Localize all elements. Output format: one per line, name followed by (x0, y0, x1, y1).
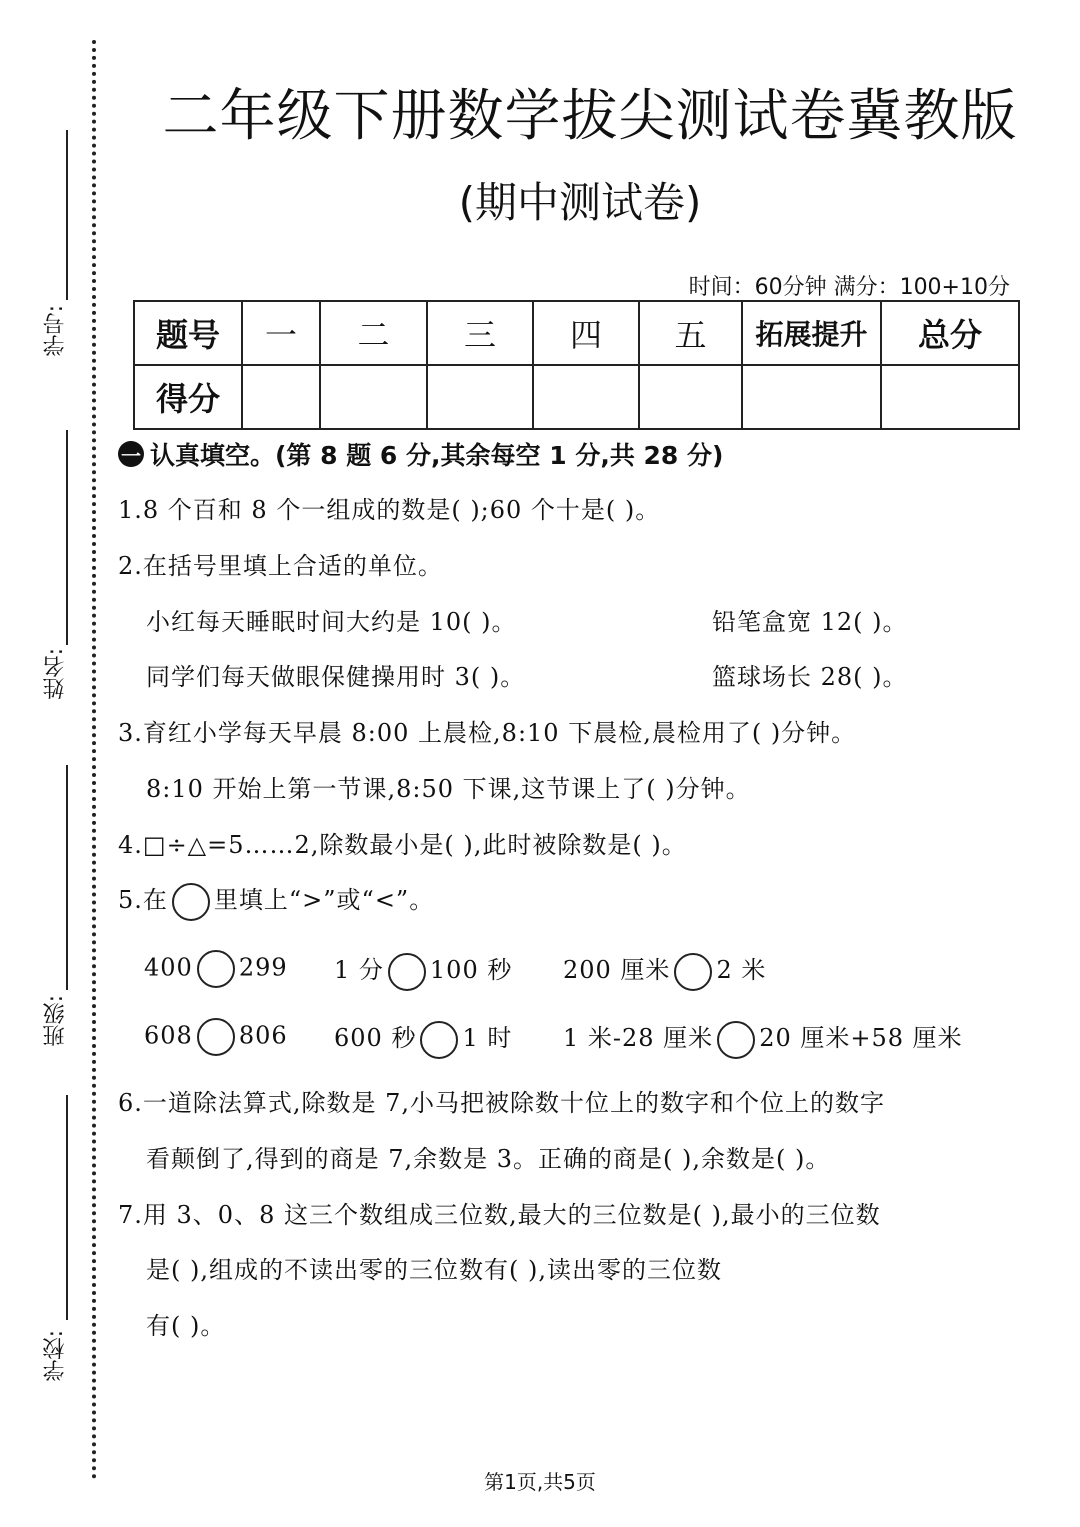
score-table-cell: 四 (533, 301, 639, 365)
score-table-score-row (134, 365, 1019, 429)
question-3a: 3.育红小学每天早晨 8:00 上晨检,8:10 下晨检,晨检用了( )分钟。 (118, 719, 857, 747)
score-table-cell: 二 (320, 301, 427, 365)
question-2b: 铅笔盒宽 12( )。 (712, 608, 908, 636)
question-5 (118, 880, 434, 921)
question-2: 2.在括号里填上合适的单位。 (118, 552, 443, 580)
score-table-cell: 三 (427, 301, 533, 365)
score-input-cell[interactable] (242, 365, 320, 429)
compare-left: 1 分 (334, 956, 384, 984)
student-id-label: 学号: (43, 305, 68, 357)
compare-left: 200 厘米 (563, 956, 671, 984)
exam-meta: 时间：60分钟 满分：100+10分 (688, 275, 1010, 300)
compare-item (144, 1018, 288, 1056)
question-6b: 看颠倒了,得到的商是 7,余数是 3。正确的商是( ),余数是( )。 (146, 1145, 831, 1173)
compare-item (334, 1018, 512, 1059)
compare-left: 600 秒 (334, 1024, 417, 1052)
section-number-badge: 一 (118, 441, 144, 467)
compare-item (563, 1018, 963, 1059)
compare-right: 20 厘米+58 厘米 (759, 1024, 963, 1052)
question-1: 1.8 个百和 8 个一组成的数是( );60 个十是( )。 (118, 496, 661, 524)
compare-answer-circle[interactable] (388, 953, 426, 991)
class-underline (66, 765, 68, 990)
school-underline (66, 1095, 68, 1320)
compare-right: 299 (238, 953, 288, 982)
compare-right: 100 秒 (429, 956, 513, 984)
question-2a: 小红每天睡眠时间大约是 10( )。 (146, 608, 517, 636)
page-subtitle: (期中测试卷) (458, 178, 702, 227)
compare-circle-icon (172, 883, 210, 921)
compare-item (144, 950, 288, 988)
compare-answer-circle[interactable] (420, 1021, 458, 1059)
compare-answer-circle[interactable] (717, 1021, 755, 1059)
compare-item (334, 950, 512, 991)
compare-left: 1 米-28 厘米 (563, 1024, 714, 1052)
score-input-cell[interactable] (427, 365, 533, 429)
question-7c: 有( )。 (146, 1312, 226, 1340)
score-table-cell: 总分 (881, 301, 1019, 365)
question-5-suffix: 里填上“>”或“<”。 (213, 886, 435, 914)
binding-dashed-line (92, 40, 96, 1480)
question-7a: 7.用 3、0、8 这三个数组成三位数,最大的三位数是( ),最小的三位数 (118, 1201, 881, 1229)
compare-right: 2 米 (716, 956, 767, 984)
student-id-underline (66, 130, 68, 300)
question-2d: 篮球场长 28( )。 (712, 663, 908, 691)
page-title: 二年级下册数学拔尖测试卷冀教版 (162, 84, 1018, 149)
score-row-label: 得分 (134, 365, 242, 429)
section-title: 认真填空。(第 8 题 6 分,其余每空 1 分,共 28 分) (150, 441, 724, 470)
page-footer: 第1页,共5页 (484, 1470, 596, 1494)
section-heading (118, 436, 723, 472)
class-label: 班级: (43, 995, 68, 1047)
compare-right: 1 时 (462, 1024, 513, 1052)
compare-answer-circle[interactable] (197, 1018, 235, 1056)
compare-left: 608 (144, 1021, 193, 1050)
score-table-cell: 五 (639, 301, 742, 365)
score-table (133, 300, 1020, 430)
score-input-cell[interactable] (881, 365, 1019, 429)
question-5-prefix: 5.在 (118, 886, 168, 914)
score-input-cell[interactable] (742, 365, 881, 429)
compare-answer-circle[interactable] (197, 950, 235, 988)
name-label: 姓名: (43, 648, 68, 700)
compare-answer-circle[interactable] (674, 953, 712, 991)
name-underline (66, 430, 68, 645)
question-7b: 是( ),组成的不读出零的三位数有( ),读出零的三位数 (146, 1256, 722, 1284)
school-label: 学校: (43, 1330, 68, 1382)
score-table-cell: 拓展提升 (742, 301, 881, 365)
question-3b: 8:10 开始上第一节课,8:50 下课,这节课上了( )分钟。 (146, 775, 751, 803)
compare-right: 806 (238, 1021, 288, 1050)
score-input-cell[interactable] (533, 365, 639, 429)
score-table-cell: 一 (242, 301, 320, 365)
score-input-cell[interactable] (320, 365, 427, 429)
question-2c: 同学们每天做眼保健操用时 3( )。 (146, 663, 526, 691)
compare-left: 400 (144, 953, 193, 982)
score-input-cell[interactable] (639, 365, 742, 429)
question-6a: 6.一道除法算式,除数是 7,小马把被除数十位上的数字和个位上的数字 (118, 1089, 886, 1117)
compare-item (563, 950, 766, 991)
score-table-cell: 题号 (134, 301, 242, 365)
score-table-header-row (134, 301, 1019, 365)
question-4: 4.□÷△=5……2,除数最小是( ),此时被除数是( )。 (118, 831, 687, 859)
